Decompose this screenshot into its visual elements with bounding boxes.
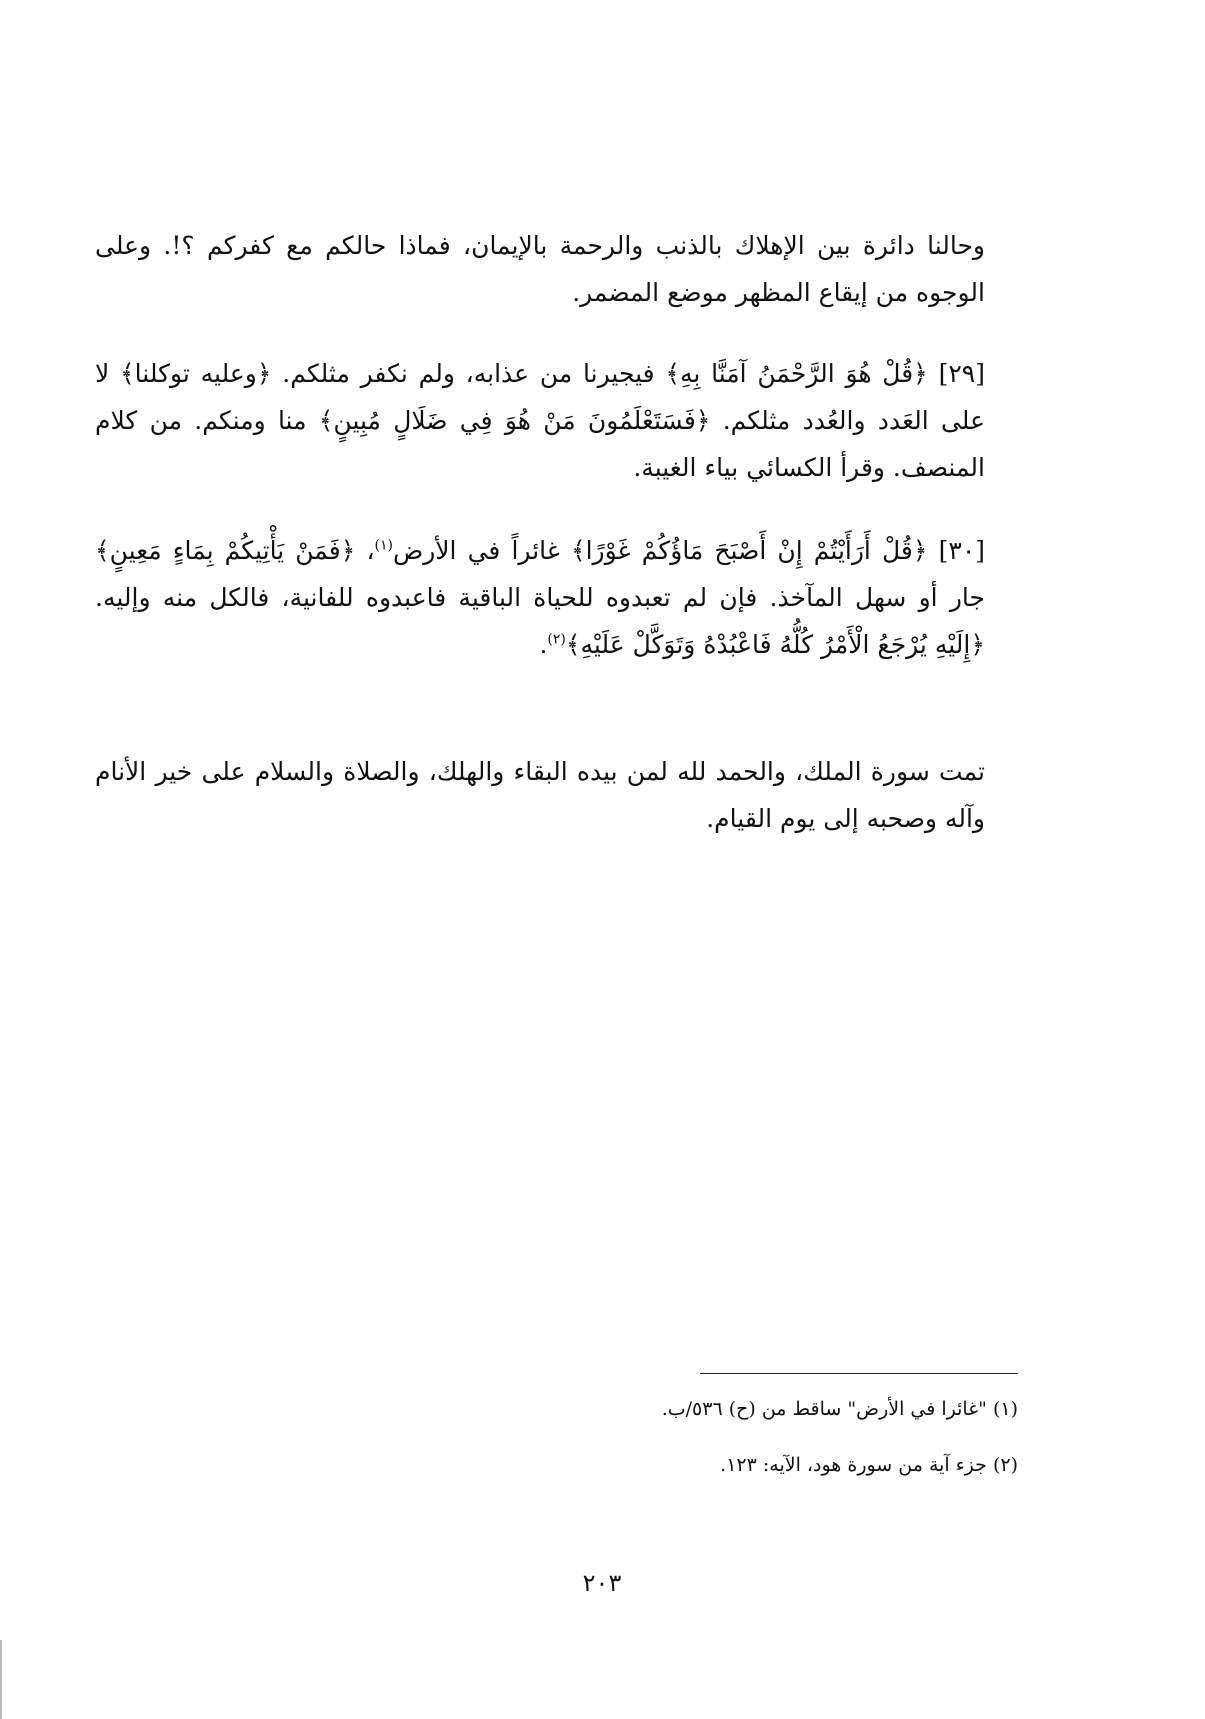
paragraph-text-part-a: ﴿قُلْ أَرَأَيْتُمْ إِنْ أَصْبَحَ مَاؤُكُمْ غَوْرًا﴾ غائراً في الأرض (392, 536, 928, 565)
footnote-separator (700, 1373, 1018, 1374)
verse-number: [٢٩] (938, 359, 985, 388)
paragraph-closing (95, 748, 985, 842)
footnote-ref-1[interactable]: (١) (374, 537, 393, 554)
paragraph-text: تمت سورة الملك، والحمد لله لمن بيده البقاء والهلك، والصلاة والسلام على خير الأنام وآله وصحبه إلى يوم القيام. (95, 757, 985, 833)
paragraph-text-part-b: ، ﴿فَمَنْ يَأْتِيكُمْ بِمَاءٍ مَعِينٍ﴾ جار أو سهل المآخذ. فإن لم تعبدوه للحياة الباقية فاعبدوه للفانية، فالكل منه وإليه. ﴿إِلَيْهِ يُرْجَعُ الْأَمْرُ كُلُّهُ فَاعْبُدْهُ وَتَوَكَّلْ عَلَيْهِ﴾ (95, 536, 985, 659)
paragraph-text-part-c: . (539, 630, 548, 659)
paragraph-verse-29 (95, 350, 985, 491)
scan-edge-mark (0, 1640, 2, 1719)
paragraph-verse-30 (95, 527, 985, 668)
paragraph-text: ﴿قُلْ هُوَ الرَّحْمَنُ آمَنَّا بِهِ﴾ فيجيرنا من عذابه، ولم نكفر مثلكم. ﴿وعليه توكلنا﴾ لا على العَدد والعُدد مثلكم. ﴿فَسَتَعْلَمُونَ مَنْ هُوَ فِي ضَلَالٍ مُبِينٍ﴾ منا ومنكم. من كلام المنصف. وقرأ الكسائي بياء الغيبة. (95, 359, 985, 482)
paragraph-intro (95, 222, 985, 316)
footnote-ref-2[interactable]: (٢) (547, 631, 566, 648)
paragraph-text: وحالنا دائرة بين الإهلاك بالذنب والرحمة بالإيمان، فماذا حالكم مع كفركم ؟!. وعلى الوجوه من إيقاع المظهر موضع المضمر. (95, 231, 985, 307)
page-number: ٢٠٣ (582, 1569, 622, 1597)
verse-number: [٣٠] (938, 536, 986, 565)
footnote-2: (٢) جزء آية من سورة هود، الآيه: ١٢٣. (720, 1454, 1018, 1476)
footnote-1: (١) "غائرا في الأرض" ساقط من (ح) ٥٣٦/ب. (661, 1398, 1018, 1420)
